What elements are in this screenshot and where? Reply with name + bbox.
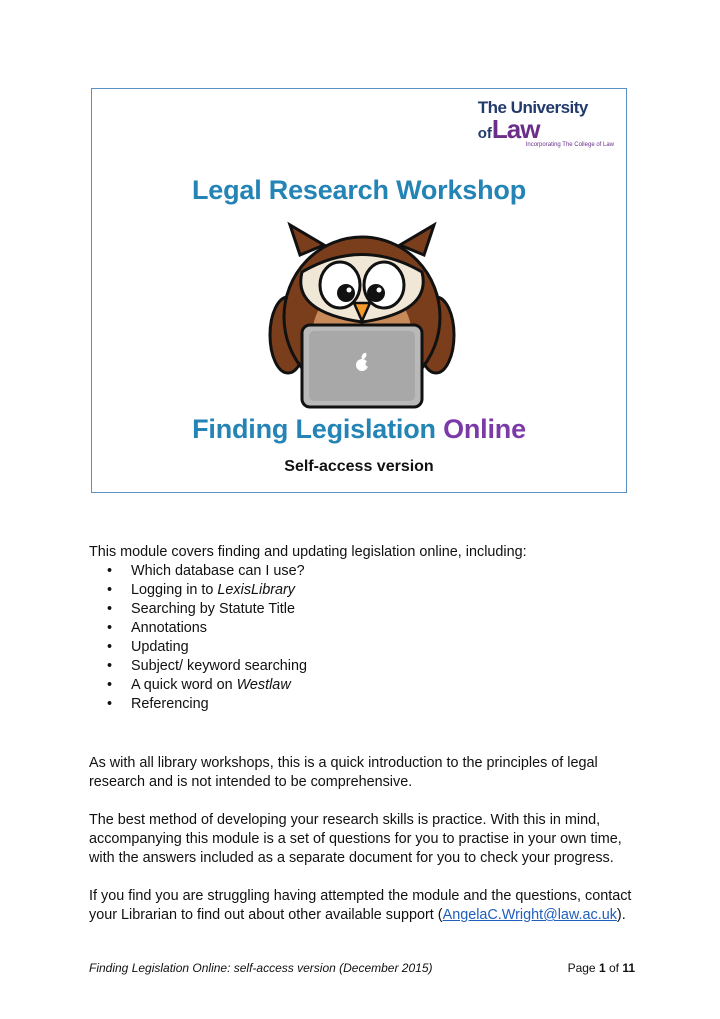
cover-subtitle-accent: Online xyxy=(443,414,526,444)
cover-subtitle-main: Finding Legislation xyxy=(192,414,444,444)
paragraph-introduction-note: As with all library workshops, this is a quick introduction to the principles of legal research and is not intended to be comprehensive. xyxy=(89,755,598,790)
topic-text: Updating xyxy=(131,639,189,655)
topic-emphasis: Westlaw xyxy=(236,677,291,693)
footer-document-title: Finding Legislation Online: self-access version (December 2015) xyxy=(89,961,433,975)
page-of: of xyxy=(605,961,623,975)
list-item xyxy=(89,676,307,695)
list-item xyxy=(89,581,307,600)
logo-tagline: Incorporating The College of Law xyxy=(525,142,614,148)
intro-paragraph: This module covers finding and updating legislation online, including: xyxy=(89,544,527,560)
librarian-email-link[interactable]: AngelaC.Wright@law.ac.uk xyxy=(442,907,617,923)
logo-law: Law xyxy=(491,114,540,144)
paragraph-support xyxy=(89,887,649,925)
topic-text: Annotations xyxy=(131,620,208,636)
owl-laptop-illustration xyxy=(262,217,462,412)
logo-of: of xyxy=(477,125,492,142)
topic-text: A quick word on xyxy=(131,677,237,693)
topic-emphasis: LexisLibrary xyxy=(217,582,296,598)
support-text-end: ). xyxy=(616,907,626,923)
list-item xyxy=(89,695,307,714)
list-item xyxy=(89,657,307,676)
paragraph-practice: The best method of developing your research skills is practice. With this in mind, accompanying this module is a set of questions for you to practise in your own time, with the answers included as a separate document for you to check your progress. xyxy=(89,812,622,866)
page-number xyxy=(568,961,635,975)
topic-text: Logging in to xyxy=(131,582,218,598)
topic-text: Subject/ keyword searching xyxy=(131,658,307,674)
support-text: If you find you are struggling having attempted the module and the questions, contact your Librarian to find out about other available support ( xyxy=(89,888,632,923)
page-word: Page xyxy=(567,961,599,975)
page-total: 11 xyxy=(622,961,635,975)
cover-panel xyxy=(91,88,627,493)
cover-title: Legal Research Workshop xyxy=(191,175,526,205)
topic-text: Searching by Statute Title xyxy=(131,601,295,617)
cover-version: Self-access version xyxy=(284,458,434,475)
list-item xyxy=(89,638,307,657)
university-logo xyxy=(478,99,614,148)
list-item xyxy=(89,619,307,638)
cover-subtitle xyxy=(92,414,626,445)
page-footer xyxy=(89,961,635,975)
list-item xyxy=(89,600,307,619)
topic-text: Which database can I use? xyxy=(131,563,305,579)
topic-text: Referencing xyxy=(131,696,209,712)
topic-list xyxy=(89,562,307,714)
list-item xyxy=(89,562,307,581)
page-current: 1 xyxy=(598,961,606,975)
logo-line-1: The University xyxy=(477,98,588,117)
